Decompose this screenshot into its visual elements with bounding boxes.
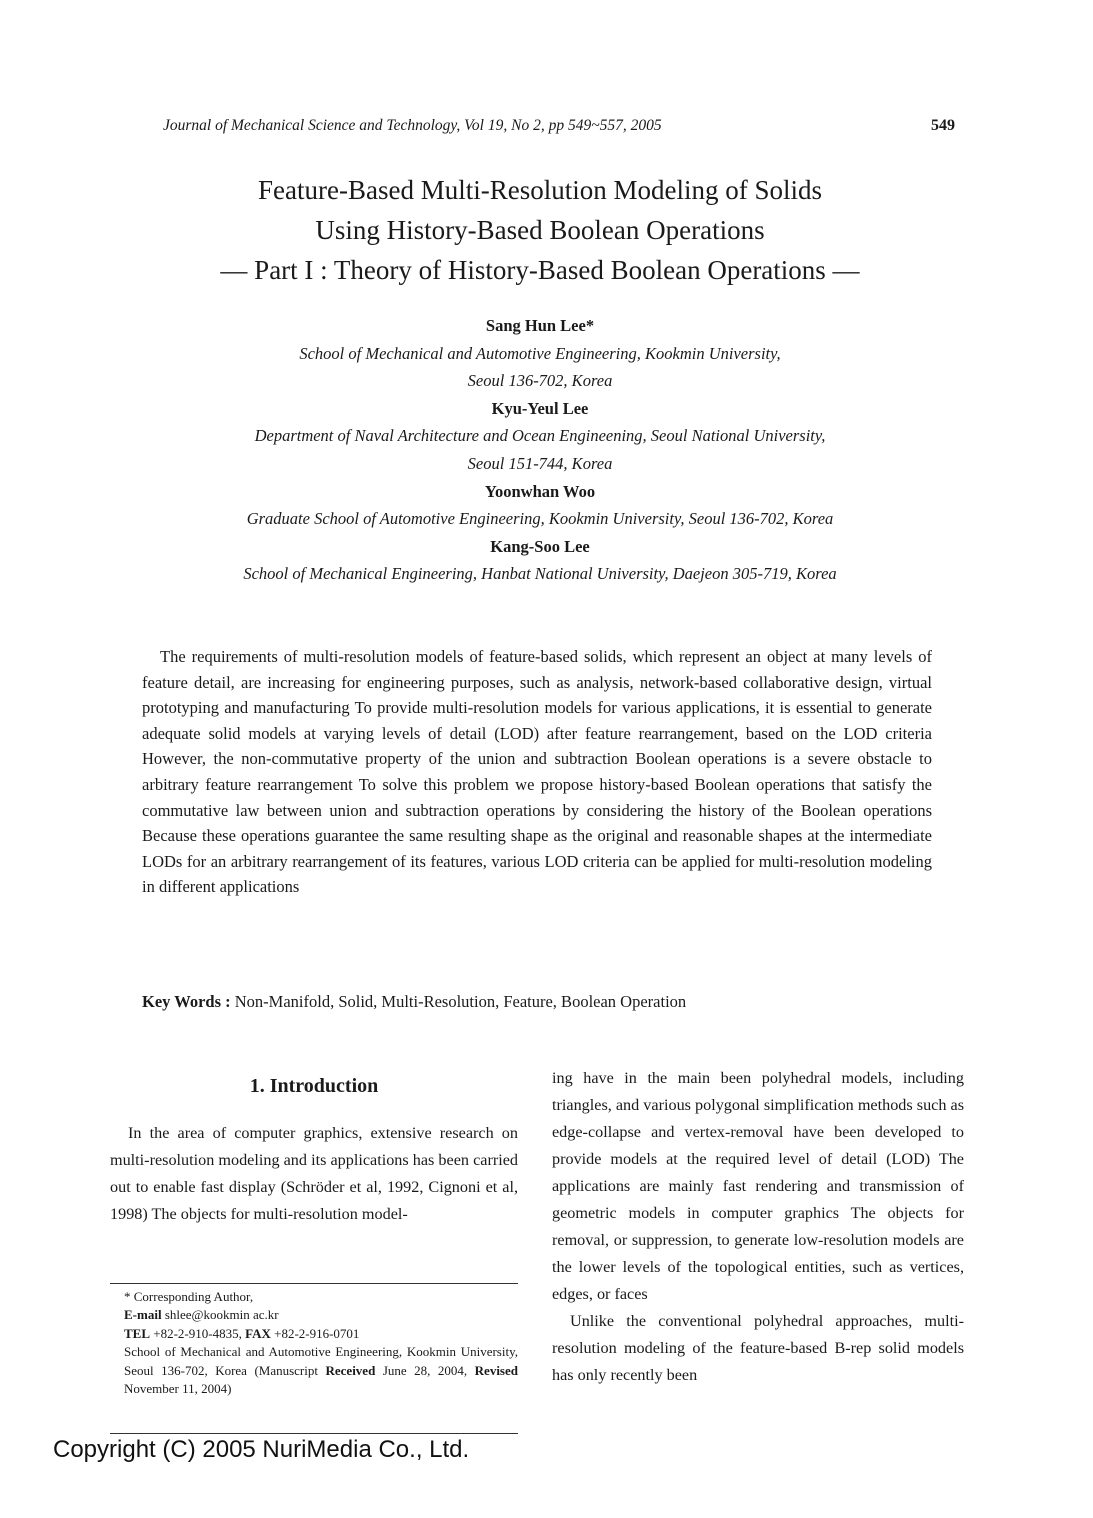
intro-paragraph-2: Unlike the conventional polyhedral approaches, multi-resolution modeling of the feature-based B-rep solid models has only recently been [552, 1312, 964, 1384]
revised-label: Revised [474, 1362, 518, 1378]
phone-line [124, 1325, 518, 1343]
author-affiliation: Seoul 151-744, Korea [467, 453, 613, 473]
abstract: The requirements of multi-resolution models of feature-based solids, which represent an object at many levels of feature detail, are increasing for engineering purposes, such as analysis, network-based collaborative design, virtual prototyping and manufacturing To provide multi-resolution models for various applications, it is essential to generate adequate solid models at varying levels of detail (LOD) after feature rearrangement, based on the LOD criteria However, the non-commutative property of the union and subtraction Boolean operations is a severe obstacle to arbitrary feature rearrangement To solve this problem we propose history-based Boolean operations that satisfy the commutative law between union and subtraction operations by considering the history of the Boolean operations Because these operations guarantee the same resulting shape as the original and reasonable shapes at the intermediate LODs for an arbitrary rearrangement of its features, various LOD criteria can be applied for multi-resolution modeling in different applications [142, 647, 932, 897]
title-line-2: Using History-Based Boolean Operations [315, 215, 765, 245]
keywords-label: Key Words : [142, 992, 231, 1011]
author-name: Kang-Soo Lee [490, 536, 590, 556]
fax-label: FAX [245, 1325, 271, 1341]
footnote-divider [110, 1283, 518, 1284]
author-affiliation: School of Mechanical and Automotive Engineering, Kookmin University, [299, 343, 781, 363]
footnote-bottom-divider [110, 1433, 518, 1434]
author-name: Sang Hun Lee* [485, 316, 595, 335]
title-line-3: — Part I : Theory of History-Based Boolean Operations — [220, 255, 860, 285]
tel-label: TEL [124, 1325, 151, 1341]
intro-paragraph-continued: ing have in the main been polyhedral models, including triangles, and various polygonal simplification methods such as edge-collapse and vertex-removal have been developed to provide models at the required level of detail (LOD) The applications are mainly fast rendering and transmission of geometric models in computer graphics The objects for removal, or suppression, to generate low-resolution models are the lower levels of the topological entities, such as vertices, edges, or faces [552, 1069, 964, 1303]
author-affiliation: School of Mechanical Engineering, Hanbat National University, Daejeon 305-719, Korea [243, 564, 837, 584]
right-column [552, 1065, 964, 1389]
paper-title [100, 170, 980, 290]
corresponding-author: * Corresponding Author, [124, 1289, 254, 1304]
author-affiliation: Department of Naval Architecture and Ocean Engineening, Seoul National University, [254, 426, 826, 446]
copyright-notice: Copyright (C) 2005 NuriMedia Co., Ltd. [53, 1436, 470, 1463]
received-label: Received [325, 1362, 376, 1378]
email-value: shlee@kookmin ac.kr [164, 1307, 279, 1323]
journal-citation: Journal of Mechanical Science and Technology, Vol 19, No 2, pp 549~557, 2005 [163, 117, 662, 134]
intro-paragraph: In the area of computer graphics, extensive research on multi-resolution modeling and its applications has been carried out to enable fast display (Schröder et al, 1992, Cignoni et al, 1998) The objects for multi-resolution model- [110, 1124, 518, 1223]
section-heading: 1. Introduction [249, 1075, 379, 1097]
page-number: 549 [931, 117, 955, 134]
keywords-text: Non-Manifold, Solid, Multi-Resolution, Feature, Boolean Operation [234, 992, 687, 1011]
author-block [100, 312, 980, 588]
email-label: E-mail [124, 1307, 162, 1323]
author-name: Kyu-Yeul Lee [491, 398, 589, 418]
author-name: Yoonwhan Woo [484, 481, 596, 501]
address-text: School of Mechanical and Automotive Engineering, Kookmin University, Seoul 136-702, Korea (Manuscript [124, 1344, 518, 1378]
title-line-1: Feature-Based Multi-Resolution Modeling of Solids [258, 175, 822, 205]
email-line [124, 1306, 518, 1324]
received-date: June 28, 2004, [382, 1362, 468, 1378]
keywords [142, 992, 932, 1012]
author-affiliation: Seoul 136-702, Korea [467, 371, 613, 391]
fax-value: +82-2-916-0701 [274, 1325, 360, 1341]
address-line [124, 1343, 518, 1398]
revised-date: November 11, 2004) [124, 1381, 232, 1397]
footnote [124, 1288, 518, 1398]
tel-value: +82-2-910-4835, [153, 1325, 242, 1341]
author-affiliation: Graduate School of Automotive Engineering, Kookmin University, Seoul 136-702, Korea [246, 509, 834, 529]
left-column [110, 1070, 518, 1228]
